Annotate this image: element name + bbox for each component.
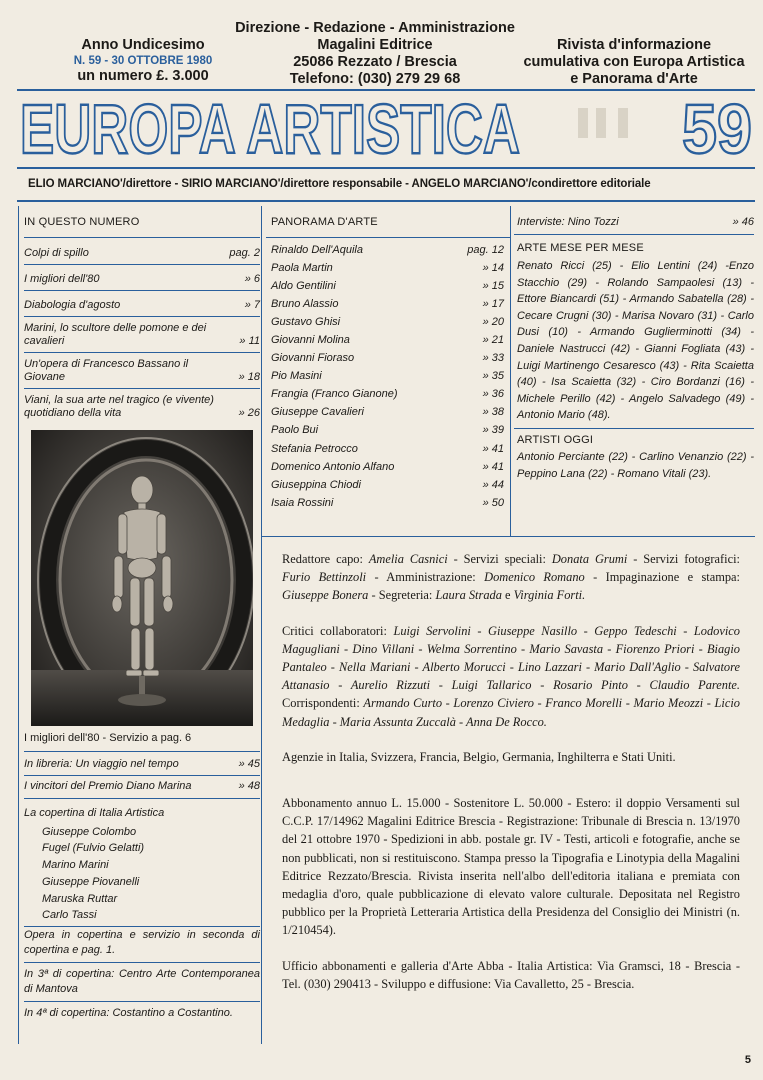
cover-artist-list: [24, 824, 260, 924]
artist-page: » 14: [482, 261, 504, 274]
divider: [24, 1001, 260, 1002]
contents-item-page: » 7: [244, 299, 260, 311]
credit-role: - Impaginazione e stampa:: [584, 570, 740, 585]
artist-page: » 35: [482, 370, 504, 383]
cover-artist: Fugel (Fulvio Gelatti): [42, 842, 145, 855]
artist-page: » 50: [482, 496, 504, 509]
panorama-item[interactable]: [271, 422, 504, 440]
cover-artist: Maruska Ruttar: [42, 892, 118, 905]
header-center: [230, 20, 520, 88]
divider: [514, 428, 754, 429]
contents-item-title: Un'opera di Francesco Bassano il Giovane: [24, 358, 189, 383]
artist-name: Isaia Rossini: [271, 496, 334, 509]
header-rule-top: [17, 89, 755, 91]
staff-line: ELIO MARCIANO'/direttore - SIRIO MARCIANO'/direttore responsabile - ANGELO MARCIANO'/condirettore editoriale: [28, 178, 651, 190]
credit-role: Redattore capo:: [282, 552, 369, 566]
arte-title: ARTE MESE PER MESE: [517, 242, 644, 254]
arte-column: [514, 212, 754, 482]
artist-name: Aldo Gentilini: [271, 279, 336, 292]
artist-page: » 20: [482, 315, 504, 328]
credit-role: - Segreteria:: [368, 588, 436, 603]
panorama-item[interactable]: [271, 277, 504, 295]
credit-role: Corrispondenti:: [282, 696, 364, 711]
artist-page: » 39: [482, 424, 504, 437]
divider-col1: [261, 206, 262, 536]
credit-role: - Amministrazione:: [366, 570, 485, 585]
credit-name: Domenico Romano: [484, 570, 585, 585]
artist-page: » 15: [482, 279, 504, 292]
artist-name: Domenico Antonio Alfano: [271, 460, 395, 473]
credit-name: Virginia Forti.: [513, 588, 586, 603]
contents-item-title: In libreria: Un viaggio nel tempo: [24, 758, 179, 770]
panorama-item[interactable]: [271, 368, 504, 386]
panorama-item[interactable]: [271, 494, 504, 512]
agencies: Agenzie in Italia, Svizzera, Francia, Belgio, Germania, Inghilterra e Stati Uniti.: [282, 749, 676, 764]
interview-title: Interviste: Nino Tozzi: [517, 216, 619, 228]
divider: [24, 388, 260, 389]
credit-name: Armando Curto - Lorenzo Civiero - Franco Morelli - Mario Meozzi - Licio Medaglia - Maria Assunta Zuccalà - Anna De Rocco.: [282, 696, 740, 729]
tagline-3: e Panorama d'Arte: [570, 71, 698, 87]
artist-page: » 38: [482, 406, 504, 419]
artist-name: Pio Masini: [271, 370, 322, 383]
panorama-list: [266, 241, 510, 512]
panorama-item[interactable]: [271, 350, 504, 368]
masthead-issue: 59: [682, 96, 752, 162]
artist-name: Giuseppina Chiodi: [271, 478, 361, 491]
contents-item[interactable]: [24, 780, 260, 793]
editorial-staff: [282, 550, 740, 605]
artist-name: Giuseppe Cavalieri: [271, 406, 364, 419]
divider: [24, 926, 260, 927]
photo-caption-block: [24, 732, 260, 1021]
publisher-departments: Direzione - Redazione - Amministrazione: [235, 20, 515, 36]
contents-item-page: » 11: [239, 335, 260, 347]
divider-col2: [510, 206, 511, 536]
cover-heading: La copertina di Italia Artistica: [24, 807, 165, 819]
oggi-title: ARTISTI OGGI: [517, 433, 594, 446]
contents-item-page: » 6: [244, 273, 260, 285]
contents-item-title: Diabologia d'agosto: [24, 299, 121, 311]
contents-item-title: I vincitori del Premio Diano Marina: [24, 780, 192, 792]
staff-rule: [17, 200, 755, 202]
interview-item[interactable]: [514, 216, 754, 229]
panorama-item[interactable]: [271, 404, 504, 422]
artist-name: Frangia (Franco Gianone): [271, 388, 398, 401]
fourth-cover-note: In 4ª di copertina: Costantino a Costantino.: [24, 1006, 233, 1019]
issue-price: un numero £. 3.000: [77, 68, 209, 84]
artist-name: Giovanni Fioraso: [271, 352, 355, 365]
page-number: 5: [744, 1054, 751, 1066]
masthead-title: EUROPA ARTISTICA: [20, 96, 520, 162]
artist-page: » 33: [482, 352, 504, 365]
artist-page: » 41: [482, 460, 504, 473]
contents-item-title: I migliori dell'80: [24, 273, 100, 285]
year-label: Anno Undicesimo: [81, 37, 205, 53]
publisher-name: Magalini Editrice: [317, 37, 433, 53]
panorama-item[interactable]: [271, 440, 504, 458]
divider: [24, 237, 260, 238]
subscription-info: Abbonamento annuo L. 15.000 - Sostenitore L. 50.000 - Estero: il doppio Versamenti sul C.C.P. 17/14962 Magalini Editrice Brescia - Registrazione: Tribunale di Brescia n. 13/1970 del 21 ottobre 1970 - Spedizioni in abb. postale gr. IV - Testi, articoli e fotografie, anche se non pubblicati, non si restituiscono. Stampa presso la Tipografia e Linotypia della Magalini Editrice Rezzato/Brescia. Rivista inserita nell'albo dell'editoria italiana e premiata con medaglia d'oro, quale pubblicazione di elevato valore culturale. Depositata nel Registro pubblico per la Proprietà Letteraria Artistica della Presidenza del Consiglio dei Ministri (n. 1/210454).: [282, 796, 740, 938]
credit-name: Luigi Servolini - Giuseppe Nasillo - Geppo Tedeschi - Lodovico Magugliani - Dino Villani - Welma Sorrentino - Mario Savasta - Fiorenzo Priori - Biagio Pantaleo - Nella Mariani - Alberto Morucci - Lino Lazzari - Mario Dall'Aglio - Salvatore Attanasio - Aurelio Rizzuti - Luigi Tallarico - Rosario Pinto - Claudio Parente.: [282, 623, 740, 693]
tagline-2: cumulativa con Europa Artistica: [523, 54, 745, 70]
cover-artist: Marino Marini: [42, 859, 109, 872]
divider: [24, 290, 260, 291]
credit-role: Critici collaboratori:: [282, 623, 394, 638]
credit-name: Furio Bettinzoli: [282, 570, 367, 585]
artist-page: » 41: [482, 442, 504, 455]
divider: [24, 962, 260, 963]
publisher-phone: Telefono: (030) 279 29 68: [289, 71, 461, 87]
panorama-item[interactable]: [271, 295, 504, 313]
divider-left-edge: [18, 206, 19, 1044]
artist-name: Bruno Alassio: [271, 297, 339, 310]
divider: [24, 264, 260, 265]
artist-name: Paola Martin: [271, 261, 333, 274]
contents-item-title: Marini, lo scultore delle pomone e dei cavalieri: [24, 322, 207, 347]
contents-item-page: pag. 2: [229, 247, 260, 259]
issue-date: N. 59 - 30 OTTOBRE 1980: [73, 55, 213, 67]
contents-item-page: » 45: [238, 758, 260, 770]
cover-artist: Carlo Tassi: [42, 909, 97, 922]
contents-item-page: » 26: [238, 407, 260, 419]
panorama-item[interactable]: [271, 331, 504, 349]
arte-list: Renato Ricci (25) - Elio Lentini (24) -Enzo Stacchio (29) - Rolando Sampaolesi (13) - Ettore Biancardi (51) - Armando Sabatella (28) - Cecare Crugni (30) - Marisa Novaro (31) - Carlo Dusi (10) - Armando Guglierminotti (34) - Daniele Nastrucci (42) - Gianni Fogliata (43) - Luigi Martinengo Cesaresco (43) - Rita Scaietta (40) - Isa Scaietta (32) - Ciro Bordanzi (16) - Michele Perillo (42) - Angelo Salvadego (49) - Antonio Mario (48).: [517, 260, 754, 422]
third-cover-note: In 3ª di copertina: Centro Arte Contemporanea di Mantova: [24, 967, 260, 995]
artist-name: Paolo Bui: [271, 424, 319, 437]
artist-page: » 36: [482, 388, 504, 401]
divider: [24, 751, 260, 752]
divider: [24, 316, 260, 317]
artist-page: » 21: [482, 334, 504, 347]
credit-name: Donata Grumi: [551, 552, 628, 566]
credit-name: Giuseppe Bonera: [282, 588, 369, 603]
credits-block: [282, 550, 740, 1010]
contents-item[interactable]: [24, 394, 260, 420]
contents-column: [24, 212, 260, 420]
artist-name: Rinaldo Dell'Aquila: [271, 243, 363, 256]
artist-name: Giovanni Molina: [271, 334, 350, 347]
contents-item-page: » 48: [238, 780, 260, 792]
panorama-item[interactable]: [271, 259, 504, 277]
photo-caption-text: I migliori dell'80 - Servizio a pag. 6: [24, 732, 192, 744]
divider: [266, 237, 510, 238]
oggi-list: Antonio Perciante (22) - Carlino Venanzio (22) - Peppino Lana (22) - Romano Vitali (23).: [517, 450, 754, 480]
panorama-item[interactable]: [271, 458, 504, 476]
credit-role: - Servizi fotografici:: [627, 552, 740, 566]
contents-item[interactable]: [24, 322, 260, 348]
panorama-column: [266, 212, 510, 512]
contents-item-title: Colpi di spillo: [24, 247, 89, 259]
mannequin-photo: [31, 430, 253, 726]
cover-artist: Giuseppe Colombo: [42, 825, 137, 838]
artist-name: Stefania Petrocco: [271, 442, 358, 455]
divider: [24, 798, 260, 799]
credit-name: Amelia Casnici: [368, 552, 448, 566]
divider-col1-lower: [261, 536, 262, 1044]
artist-page: » 44: [482, 478, 504, 491]
masthead: [18, 96, 755, 162]
contents-item[interactable]: [24, 273, 260, 286]
subscription-office: Ufficio abbonamenti e galleria d'Arte Abba - Italia Artistica: Via Gramsci, 18 - Brescia - Tel. (030) 290413 - Sviluppo e diffusione: Via Cavalletto, 25 - Brescia.: [282, 958, 740, 991]
cover-artist: Giuseppe Piovanelli: [42, 875, 140, 888]
panorama-item[interactable]: [271, 386, 504, 404]
artist-page: pag. 12: [467, 243, 504, 256]
credit-name: Laura Strada: [435, 588, 502, 603]
panorama-item[interactable]: [271, 313, 504, 331]
header-right: [515, 37, 753, 88]
contents-title: IN QUESTO NUMERO: [24, 216, 140, 228]
panorama-item[interactable]: [271, 476, 504, 494]
tagline-1: Rivista d'informazione: [556, 37, 712, 53]
cover-note: Opera in copertina e servizio in seconda di copertina e pag. 1.: [24, 928, 260, 956]
contents-item[interactable]: [24, 247, 260, 260]
contents-item[interactable]: [24, 758, 260, 771]
contents-item-title: Viani, la sua arte nel tragico (e vivente) quotidiano della vita: [24, 394, 214, 419]
artist-name: Gustavo Ghisi: [271, 315, 341, 328]
panorama-item[interactable]: [271, 241, 504, 259]
artist-page: » 17: [482, 297, 504, 310]
contents-item[interactable]: [24, 358, 260, 384]
masthead-rule: [17, 167, 755, 169]
contents-item[interactable]: [24, 299, 260, 312]
publisher-address: 25086 Rezzato / Brescia: [293, 54, 457, 70]
divider: [514, 234, 754, 235]
credit-role: e: [501, 588, 514, 603]
divider: [24, 352, 260, 353]
contents-item-page: » 18: [238, 371, 260, 383]
interview-page: » 46: [732, 216, 754, 228]
panorama-title: PANORAMA D'ARTE: [271, 216, 378, 228]
credit-role: - Servizi speciali:: [447, 552, 552, 566]
header-left: [68, 37, 218, 85]
divider: [24, 775, 260, 776]
photo-caption: [24, 732, 260, 745]
collaborators: [282, 622, 740, 731]
credits-top-rule: [261, 536, 755, 537]
